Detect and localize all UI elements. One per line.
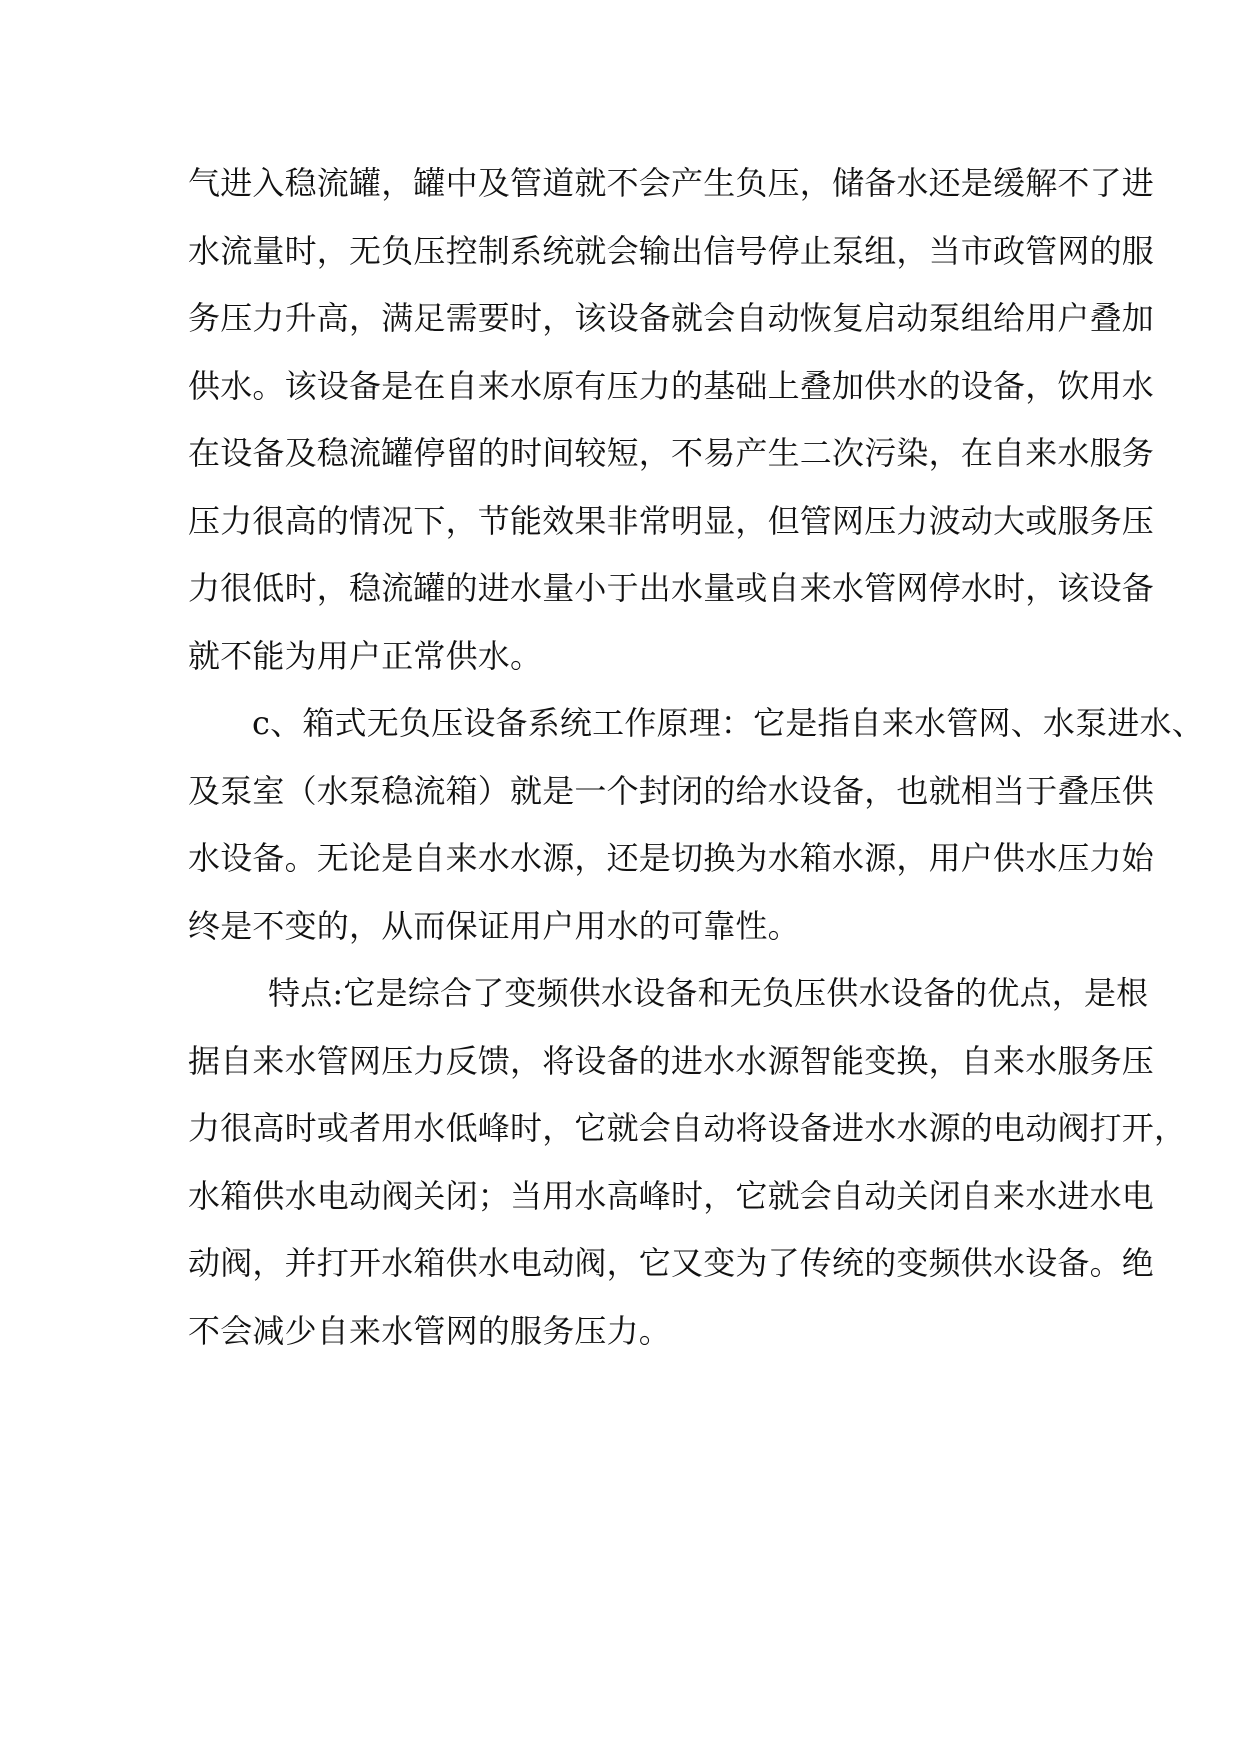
text-line: 力很低时，稳流罐的进水量小于出水量或自来水管网停水时，该设备	[188, 569, 1155, 607]
text-line: 供水。该设备是在自来水原有压力的基础上叠加供水的设备，饮用水	[188, 366, 1155, 405]
text-line: 及泵室（水泵稳流箱）就是一个封闭的给水设备，也就相当于叠压供	[188, 771, 1155, 810]
body-text	[188, 150, 1204, 1365]
text-line: 气进入稳流罐，罐中及管道就不会产生负压，储备水还是缓解不了进	[188, 164, 1155, 202]
text-line: 就不能为用户正常供水。	[188, 636, 543, 675]
text-line: 务压力升高，满足需要时，该设备就会自动恢复启动泵组给用户叠加	[188, 299, 1155, 337]
text-line: 水流量时，无负压控制系统就会输出信号停止泵组，当市政管网的服	[188, 231, 1155, 270]
text-line: 水设备。无论是自来水水源，还是切换为水箱水源，用户供水压力始	[188, 839, 1155, 877]
text-line: 在设备及稳流罐停留的时间较短，不易产生二次污染，在自来水服务	[188, 434, 1155, 472]
text-line: 力很高时或者用水低峰时，它就会自动将设备进水水源的电动阀打开，	[188, 1109, 1187, 1147]
text-line: 压力很高的情况下，节能效果非常明显，但管网压力波动大或服务压	[188, 501, 1155, 540]
text-line: 特点:它是综合了变频供水设备和无负压供水设备的优点，是根	[268, 974, 1149, 1012]
text-line: 不会减少自来水管网的服务压力。	[188, 1311, 672, 1350]
text-line: 终是不变的，从而保证用户用水的可靠性。	[188, 906, 800, 945]
text-line: c、箱式无负压设备系统工作原理：它是指自来水管网、水泵进水、	[252, 704, 1204, 742]
text-line: 水箱供水电动阀关闭；当用水高峰时，它就会自动关闭自来水进水电	[188, 1176, 1155, 1215]
text-line: 动阀，并打开水箱供水电动阀，它又变为了传统的变频供水设备。绝	[188, 1244, 1155, 1282]
text-line: 据自来水管网压力反馈，将设备的进水水源智能变换，自来水服务压	[188, 1041, 1155, 1080]
